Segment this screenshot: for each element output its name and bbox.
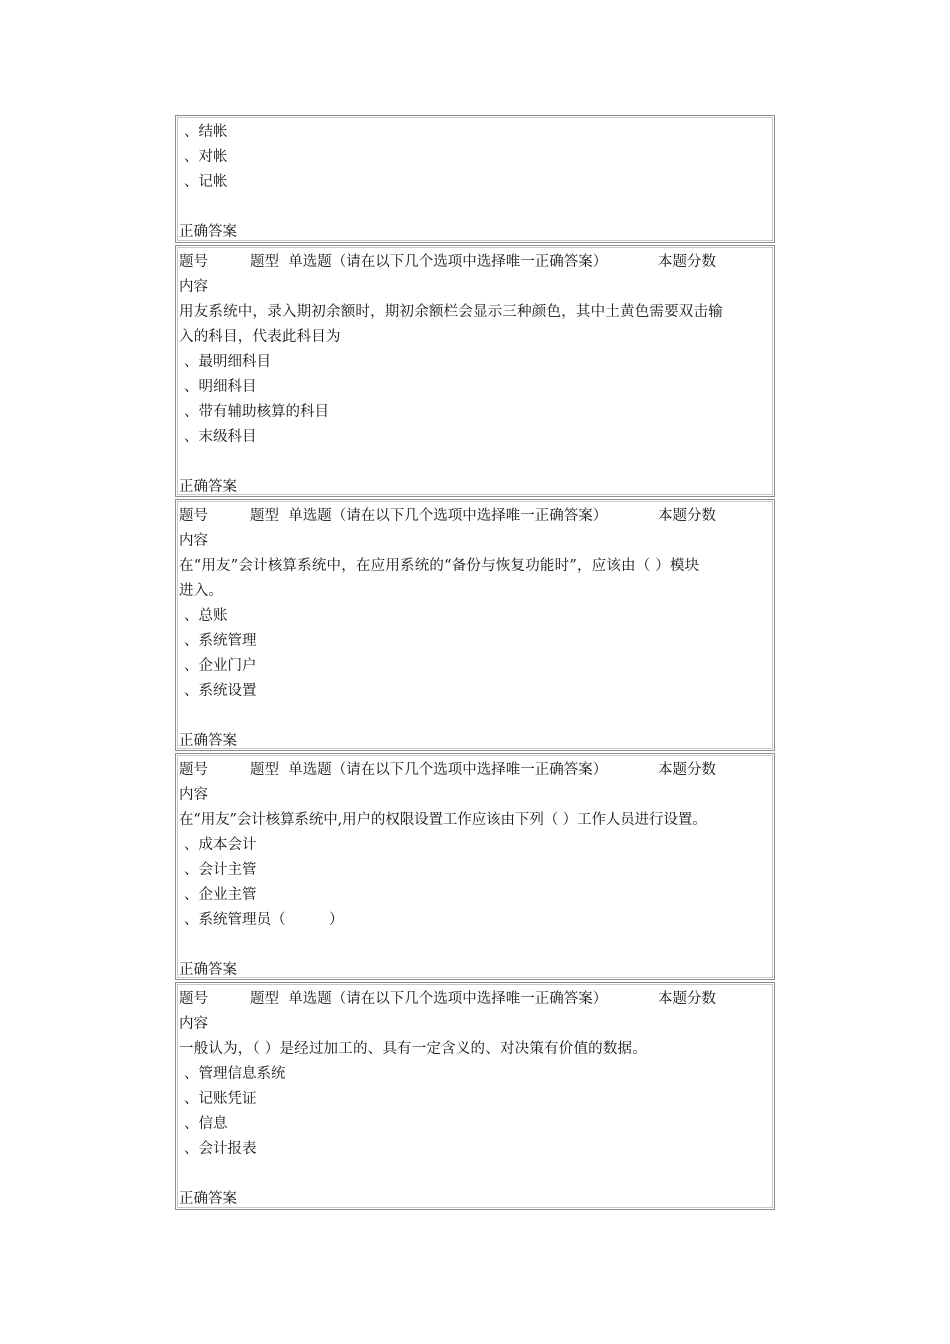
quiz-sheet [175, 115, 775, 1212]
question-number-label: 题号 [179, 254, 208, 270]
question-block-0 [175, 115, 775, 243]
option-line: 、企业门户 [184, 658, 257, 674]
option-line: 、明细科目 [184, 379, 257, 395]
question-text-line: 入的科目，代表此科目为 [179, 329, 341, 345]
option-line: 、系统设置 [184, 683, 257, 699]
question-score-label: 本题分数 [658, 991, 716, 1007]
question-text-line: 用友系统中，录入期初余额时，期初余额栏会显示三种颜色，其中土黄色需要双击输 [179, 304, 723, 320]
question-text-line: 进入。 [179, 583, 224, 599]
question-type-label: 题型 单选题（请在以下几个选项中选择唯一正确答案） [250, 762, 608, 778]
content-label: 内容 [179, 1016, 208, 1032]
option-line: 、会计报表 [184, 1141, 257, 1157]
answer-label: 正确答案 [179, 224, 237, 240]
option-line: 、系统管理 [184, 633, 257, 649]
question-header [176, 987, 774, 1012]
question-header [176, 250, 774, 275]
content-label: 内容 [179, 787, 208, 803]
option-line: 、系统管理员（ ） [184, 912, 344, 928]
option-line: 、成本会计 [184, 837, 257, 853]
option-line: 、总账 [184, 608, 228, 624]
answer-label: 正确答案 [179, 962, 237, 978]
option-line: 、对帐 [184, 149, 228, 165]
option-line: 、记帐 [184, 174, 228, 190]
content-label: 内容 [179, 533, 208, 549]
answer-label: 正确答案 [179, 1191, 237, 1207]
option-line: 、信息 [184, 1116, 228, 1132]
question-block-4 [175, 982, 775, 1210]
option-line: 、最明细科目 [184, 354, 271, 370]
question-type-label: 题型 单选题（请在以下几个选项中选择唯一正确答案） [250, 254, 608, 270]
question-number-label: 题号 [179, 508, 208, 524]
question-number-label: 题号 [179, 762, 208, 778]
question-text-line: 一般认为，（ ）是经过加工的、具有一定含义的、对决策有价值的数据。 [179, 1041, 647, 1057]
answer-label: 正确答案 [179, 733, 237, 749]
question-type-label: 题型 单选题（请在以下几个选项中选择唯一正确答案） [250, 508, 608, 524]
question-block-3 [175, 753, 775, 980]
question-block-1 [175, 245, 775, 497]
question-score-label: 本题分数 [658, 508, 716, 524]
option-line: 、末级科目 [184, 429, 257, 445]
question-block-2 [175, 499, 775, 751]
question-header [176, 758, 774, 783]
option-line: 、会计主管 [184, 862, 257, 878]
answer-label: 正确答案 [179, 479, 237, 495]
question-text-line: 在“用友”会计核算系统中，在应用系统的“备份与恢复功能时”，应该由（ ）模块 [179, 558, 700, 574]
question-text-line: 在“用友”会计核算系统中,用户的权限设置工作应该由下列（ ）工作人员进行设置。 [179, 812, 707, 828]
question-type-label: 题型 单选题（请在以下几个选项中选择唯一正确答案） [250, 991, 608, 1007]
option-line: 、记账凭证 [184, 1091, 257, 1107]
content-label: 内容 [179, 279, 208, 295]
question-score-label: 本题分数 [658, 762, 716, 778]
option-line: 、结帐 [184, 124, 228, 140]
option-line: 、管理信息系统 [184, 1066, 286, 1082]
question-number-label: 题号 [179, 991, 208, 1007]
option-line: 、带有辅助核算的科目 [184, 404, 329, 420]
question-header [176, 504, 774, 529]
option-line: 、企业主管 [184, 887, 257, 903]
question-score-label: 本题分数 [658, 254, 716, 270]
